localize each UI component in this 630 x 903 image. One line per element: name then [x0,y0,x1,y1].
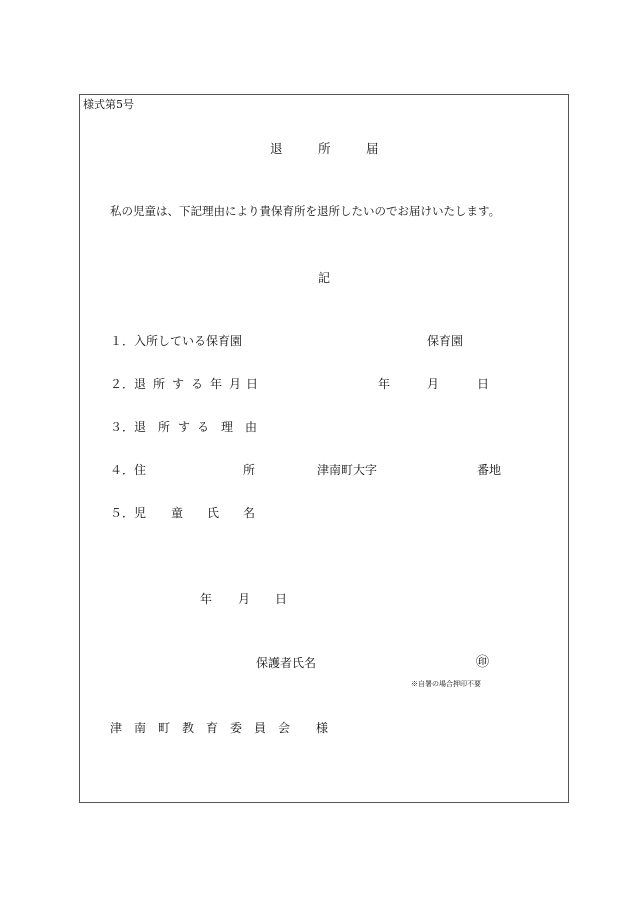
item1-label: １．入所している保育園 [110,334,243,348]
item3-label-part: 理 [221,420,234,434]
item2-day: 日 [477,377,490,391]
seal-mark-icon: ㊞ [476,655,490,670]
item3-label-part: す [178,420,191,434]
item5-label-part: 名 [243,506,256,520]
item1-suffix: 保育園 [427,334,464,348]
item2-label-part: 月 [229,377,242,391]
addressee-char: 委 [230,721,243,735]
item2-label-part: る [191,377,204,391]
date-day: 日 [275,592,288,606]
item4-label-part: ４．住 [110,463,147,477]
item2-month: 月 [427,377,440,391]
addressee-char: 南 [134,721,147,735]
date-year: 年 [200,592,213,606]
guardian-label: 保護者氏名 [256,656,317,670]
item3-label-part: 由 [245,420,258,434]
ki-heading: 記 [318,271,331,285]
addressee-char: 様 [316,721,329,735]
item2-label-part: す [172,377,185,391]
item4-banchi: 番地 [477,463,502,477]
item2-label-part: 所 [153,377,166,391]
title-char: 届 [366,141,379,156]
item4-label-part: 所 [243,463,256,477]
item3-label-part: ３．退 [110,420,147,434]
item3-label-part: 所 [158,420,171,434]
item2-label-part: 年 [210,377,223,391]
item5-label-part: 童 [171,506,184,520]
item2-label-part: 日 [246,377,259,391]
addressee-char: 町 [158,721,171,735]
item4-town: 津南町大字 [317,463,378,477]
addressee-char: 会 [278,721,291,735]
item5-label-part: 氏 [207,506,220,520]
addressee-char: 教 [182,721,195,735]
item5-label-part: ５．児 [110,506,147,520]
item2-label-part: ２．退 [110,377,147,391]
form-frame [79,94,569,803]
signature-note: ※自署の場合押印不要 [411,680,481,688]
form-number: 様式第5号 [83,98,134,111]
addressee-char: 員 [254,721,267,735]
item3-label-part: る [197,420,210,434]
title-char: 退 [270,141,283,156]
date-month: 月 [238,592,251,606]
statement-text: 私の児童は、下記理由により貴保育所を退所したいのでお届けいたします。 [110,204,501,218]
title-char: 所 [318,141,331,156]
item2-year: 年 [378,377,391,391]
addressee-char: 津 [110,721,123,735]
addressee-char: 育 [206,721,219,735]
